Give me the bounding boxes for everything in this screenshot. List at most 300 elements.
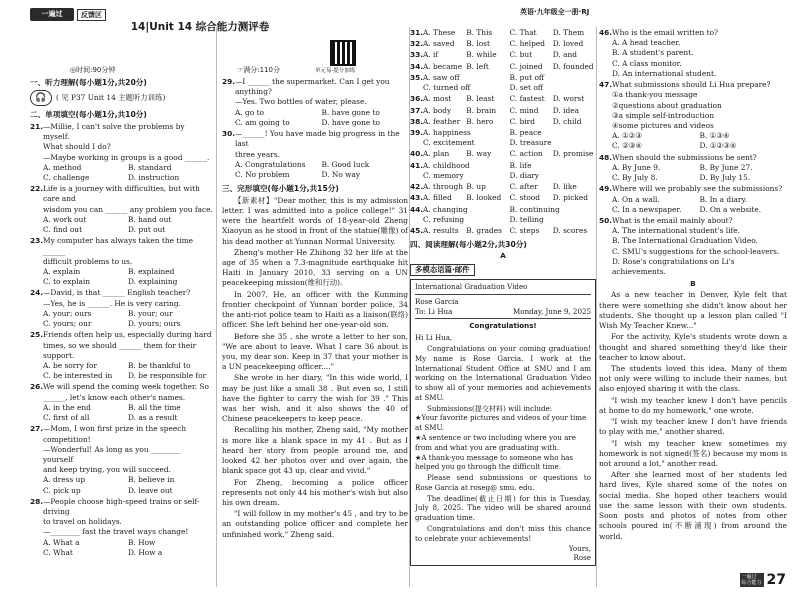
cloze-option-c[interactable]: C. helped: [509, 39, 545, 49]
cloze-number: 39.: [410, 127, 424, 137]
cloze-option-a[interactable]: A. saved: [423, 39, 455, 49]
option-b[interactable]: B. How: [128, 537, 156, 547]
email-date: Monday, June 9, 2025: [513, 306, 591, 316]
cloze-option-c[interactable]: C. joined: [509, 61, 543, 71]
cloze-option-a[interactable]: A. if: [423, 50, 439, 60]
section-single-choice-heading: 二、单项填空(每小题1分,共10分): [30, 110, 147, 120]
question-22: [30, 184, 213, 215]
footer-label-1: 一遍过: [741, 574, 757, 581]
option-b[interactable]: B. hand out: [128, 214, 172, 224]
cloze-37: [410, 106, 596, 116]
reading-option-c[interactable]: C. By July 8.: [612, 173, 658, 183]
email-line: ★A thank-you message to someone who has helped you go through the difficult time.: [415, 452, 574, 472]
email-line: The deadline(截止日期) for this is Tuesday, July 8, 2025. The video will be shared around graduation time.: [415, 493, 591, 523]
cloze-passage: [222, 196, 408, 540]
question-number: 22.: [30, 184, 44, 194]
cloze-number: 41.: [410, 160, 424, 170]
reading-option-b[interactable]: B. The International Graduation Video.: [612, 236, 758, 246]
reading-sub-item: ③a simple self-introduction: [612, 110, 715, 120]
question-line: —Mom, I won first prize in the speech: [43, 424, 187, 434]
email-box: [410, 279, 596, 566]
email-line: Please send submissions or questions to Rose Garcia at roseg@ smu. edu.: [415, 473, 591, 492]
email-meta: [415, 307, 591, 317]
cloze-option-b[interactable]: B. continuing: [509, 204, 560, 214]
page-title: 14|Unit 14 综合能力测评卷: [130, 21, 270, 33]
page-footer: [740, 571, 787, 590]
reading-question-47: [599, 80, 787, 90]
question-line: What should I do?: [43, 142, 111, 152]
email-to: To: Li Hua: [415, 306, 453, 316]
option-b[interactable]: B. believe in: [128, 475, 175, 485]
cloze-number: 45.: [410, 225, 424, 235]
column-2: [222, 76, 408, 540]
reading-option-d[interactable]: D. By July 15.: [699, 173, 751, 183]
cloze-38: [410, 117, 596, 127]
single-choice-list-1: [30, 122, 213, 558]
option-b[interactable]: B. standard: [128, 162, 172, 172]
cloze-option-c[interactable]: C. bird: [509, 116, 535, 126]
option-d[interactable]: D. explaining: [128, 277, 178, 287]
email-line: ★Your favorite pictures and videos of your time at SMU.: [415, 413, 587, 433]
question-line: —People choose high-speed trains or self-driving: [43, 496, 200, 517]
options-row: [30, 277, 213, 287]
question-number: 28.: [30, 496, 44, 506]
passage-a-label: A: [500, 250, 506, 260]
question-number: 26.: [30, 382, 44, 392]
options-row: [30, 403, 213, 413]
question-number: 27.: [30, 424, 44, 434]
question-line: competition!: [43, 434, 91, 444]
cloze-paragraph: In 2007, He, an officer with the Kunming frontier checkpoint of Yunnan border police, 34 the anti-riot police team to Haiti as a liaison(联络) officer. She left behind her one-year-old son.: [222, 289, 409, 330]
option-c[interactable]: C. pick up: [43, 485, 81, 495]
question-28: [30, 497, 213, 538]
cloze-option-d[interactable]: D. treasure: [509, 138, 552, 148]
headphones-icon: 🎧: [30, 90, 52, 106]
question-line: —David, is that ______ English teacher?: [43, 288, 191, 298]
email-congrats: Congratulations!: [469, 321, 537, 331]
options-row: [599, 173, 787, 183]
cloze-option-a[interactable]: A. body: [423, 105, 452, 115]
option-d[interactable]: D. as a result: [128, 413, 178, 423]
cloze-option-a[interactable]: A. became: [423, 61, 463, 71]
reading-option-b[interactable]: B. In a diary.: [699, 194, 747, 204]
cloze-option-b[interactable]: B. put off: [509, 72, 545, 82]
passage-b-paragraph: "I wish my teacher knew sometimes my homework is not signed(签名) because my mom is not around a lot," another read.: [599, 438, 787, 468]
listening-note-text: ( 见 P37 Unit 14 主题听力训练): [56, 93, 166, 103]
reading-number: 50.: [599, 215, 613, 225]
cloze-option-a[interactable]: A. results: [423, 225, 459, 235]
question-line: three years.: [235, 149, 280, 159]
options-row: [30, 215, 213, 225]
reading-question-text: Who is the email written to?: [612, 28, 719, 37]
reading-sub-item: ②questions about graduation: [612, 100, 722, 110]
question-23: [30, 236, 213, 267]
cloze-option-c[interactable]: C. stood: [509, 193, 540, 203]
cloze-paragraph: She wrote in her diary, "In this wide world, I may be just like a small 38 . But even so, I still have the fighter to carry the wish for 39 ." This was her wish, and it also shows the 40 of Chinese peacekeepers to keep peace.: [222, 373, 408, 424]
email-greeting: Hi Li Hua,: [415, 333, 453, 343]
email-sign-2: Rose: [573, 553, 591, 563]
question-line: —Wonderful! As long as you ________ yourself: [43, 444, 181, 464]
question-27: [30, 424, 213, 475]
reading-option-d[interactable]: D. An international student.: [612, 68, 717, 78]
cloze-option-a[interactable]: A. happiness: [423, 127, 471, 137]
option-c[interactable]: C. yours; our: [43, 319, 92, 329]
cloze-35: [410, 73, 596, 93]
question-line: difficult problems to us.: [43, 256, 133, 266]
feedback-tag: 反馈区: [77, 9, 106, 21]
cloze-44: [410, 205, 596, 225]
option-d[interactable]: D. No way: [321, 169, 361, 179]
cloze-number: 31.: [410, 28, 424, 37]
question-29: [222, 77, 408, 108]
cloze-option-a[interactable]: A. changing: [423, 204, 468, 214]
email-body: [415, 344, 591, 544]
reading-number: 46.: [599, 28, 613, 37]
options-row: [30, 371, 213, 381]
reading-option-a[interactable]: A. A head teacher.: [612, 38, 681, 48]
passage-b-paragraph: "I wish my teacher knew I don't have friends to play with me," another shared.: [599, 417, 787, 437]
brand-logo: 一遍过: [30, 8, 74, 21]
reading-sub-item: ④some pictures and videos: [612, 120, 714, 130]
question-line: —Yes, he is ______. He is very caring.: [43, 298, 181, 308]
option-a[interactable]: A. in the end: [43, 402, 91, 412]
reading-option-b[interactable]: B. A student's parent.: [612, 48, 694, 58]
options-row: [30, 173, 213, 183]
option-a[interactable]: A. Congratulations: [235, 159, 306, 169]
cloze-number: 36.: [410, 94, 424, 104]
cloze-paragraph: Recalling his mother, Zheng said, "My mother is more like a blank space in my 41 . But as I heard her story from people around me, and looked 42 her photos over and over again, the blank space got 43 up, clear and vivid.": [222, 425, 408, 476]
options-row: [222, 108, 408, 118]
reading-question-46: [599, 28, 787, 38]
options-row: [599, 195, 787, 205]
reading-option-c[interactable]: C. SMU's suggestions for the school-leavers.: [612, 246, 780, 256]
email-from: Rose Garcia: [415, 296, 459, 306]
option-c[interactable]: C. to explain: [43, 277, 91, 287]
column-4: [599, 27, 787, 542]
question-line: —I ______ the supermarket. Can I get you: [235, 77, 390, 86]
cloze-option-c[interactable]: C. excitement: [423, 138, 475, 148]
cloze-39: [410, 128, 596, 148]
question-line: wisdom you can ______ any problem you face.: [43, 204, 213, 214]
cloze-option-b[interactable]: B. way: [466, 149, 492, 159]
cloze-option-c[interactable]: C. mind: [509, 105, 539, 115]
reading-number: 48.: [599, 152, 613, 162]
cloze-43: [410, 193, 596, 203]
question-line: ______, let's know each other's names.: [43, 392, 186, 402]
question-line: We will spend the coming week together. So: [43, 382, 209, 392]
cloze-number: 35.: [410, 72, 424, 82]
options-row: [599, 163, 787, 173]
reading-number: 47.: [599, 80, 613, 90]
cloze-option-b[interactable]: B. while: [466, 50, 497, 60]
question-25: [30, 330, 213, 361]
question-line: times, so we should ______ them for their: [43, 340, 197, 350]
reading-option-d[interactable]: D. On a website.: [699, 204, 762, 214]
option-b[interactable]: B. have gone to: [321, 107, 380, 117]
option-d[interactable]: D. How a: [128, 547, 163, 557]
option-a[interactable]: A. your; ours: [43, 308, 92, 318]
cloze-option-b[interactable]: B. lost: [466, 39, 490, 49]
cloze-option-c[interactable]: C. after: [509, 182, 538, 192]
options-row: [30, 319, 213, 329]
cloze-option-d[interactable]: D. picked: [552, 193, 588, 203]
option-d[interactable]: D. leave out: [128, 485, 173, 495]
options-row: [30, 475, 213, 485]
options-row: [30, 163, 213, 173]
options-row: [30, 538, 213, 548]
cloze-paragraph: Before she 35 , she wrote a letter to her son, "We are about to leave. What I care 36 about is you, my dear son. Keep in 37 that your mother is a UN peacekeeping officer....": [222, 331, 408, 372]
reading-option-c[interactable]: C. In a newspaper.: [612, 204, 682, 214]
option-c[interactable]: C. be interested in: [43, 371, 113, 381]
option-c[interactable]: C. am going to: [235, 117, 290, 127]
cloze-option-a[interactable]: A. childhood: [423, 160, 470, 170]
cloze-option-c[interactable]: C. turned off: [423, 83, 471, 93]
passage-b-paragraph: After she learned most of her students led hard lives, Kyle shared some of the notes on social media. She hoped other teachers would use the same lesson with their own students. Soon posts and photos of notes from other schools poured in(不断涌现) from around the world.: [599, 470, 787, 541]
options-row: [222, 170, 408, 180]
footer-label-2: 综合能力: [741, 580, 762, 587]
options-row: [222, 160, 408, 170]
column-1: [30, 74, 213, 558]
email-subject: International Graduation Video: [415, 282, 528, 292]
question-line: —Yes. Two bottles of water, please.: [235, 97, 367, 107]
cloze-41: [410, 161, 596, 181]
cloze-45: [410, 226, 596, 236]
question-line: Friends often help us, especially during hard: [43, 330, 212, 340]
cloze-option-c[interactable]: C. fastest: [509, 94, 545, 104]
passage-b-paragraph: The students loved this idea. Many of them not only were willing to include their names, but also enjoyed sharing it with the class.: [599, 364, 787, 394]
reading-question-48: [599, 153, 787, 163]
option-a[interactable]: A. What a: [43, 537, 80, 547]
cloze-option-d[interactable]: D. Them: [552, 28, 585, 37]
option-c[interactable]: C. challenge: [43, 173, 90, 183]
question-26: [30, 382, 213, 402]
footer-label: [740, 573, 764, 587]
question-24: [30, 288, 213, 308]
options-row: [30, 267, 213, 277]
options-row: [30, 413, 213, 423]
reading-option-a[interactable]: A. ①②③: [612, 131, 642, 141]
cloze-33: [410, 50, 596, 60]
option-a[interactable]: A. work out: [43, 214, 87, 224]
options-row: [30, 309, 213, 319]
question-line: support.: [43, 350, 75, 360]
grade-label: 英语·九年级全一册·RJ: [520, 8, 590, 16]
cloze-option-d[interactable]: D. loved: [552, 39, 584, 49]
option-b[interactable]: B. explained: [128, 267, 175, 276]
option-a[interactable]: A. go to: [235, 107, 264, 117]
reading-option-b[interactable]: B. By June 27.: [699, 162, 753, 172]
cloze-option-c[interactable]: C. action: [509, 149, 543, 159]
section-cloze-heading: 三、完形填空(每小题1分,共15分): [222, 184, 339, 194]
email-line: Congratulations and don't miss this chance to celebrate your achievements!: [415, 524, 591, 543]
multimodal-tag: 多模态语篇·邮件: [410, 264, 475, 276]
question-number: 29.: [222, 77, 236, 86]
cloze-number: 44.: [410, 204, 424, 214]
option-d[interactable]: D. be responsible for: [128, 371, 207, 381]
cloze-32: [410, 39, 596, 49]
question-number: 25.: [30, 330, 44, 340]
reading-option-b[interactable]: B. ①③④: [699, 131, 730, 141]
option-a[interactable]: A. dress up: [43, 475, 86, 485]
listening-note: [30, 90, 213, 106]
option-a[interactable]: A. method: [43, 162, 82, 172]
option-b[interactable]: B. all the time: [128, 402, 181, 412]
question-line: —______! You have made big progress in the last: [235, 129, 400, 149]
reading-sub-item: ①a thank-you message: [612, 90, 698, 100]
option-b[interactable]: B. Good luck: [321, 159, 370, 169]
cloze-option-c[interactable]: C. That: [509, 28, 537, 37]
cloze-number: 40.: [410, 149, 424, 159]
cloze-option-b[interactable]: B. up: [466, 182, 486, 192]
cloze-option-a[interactable]: A. through: [423, 182, 463, 192]
option-a[interactable]: A. be sorry for: [43, 360, 98, 370]
option-a[interactable]: A. explain: [43, 267, 81, 276]
cloze-option-d[interactable]: D. promise: [552, 149, 594, 159]
reading-question-text: What is the email mainly about?: [612, 215, 733, 225]
cloze-number: 34.: [410, 61, 424, 71]
email-line: ★A sentence or two including where you are from and what you are graduating with.: [415, 433, 576, 452]
single-choice-list-2: [222, 77, 408, 180]
reading-option-d[interactable]: D. ①②③④: [699, 141, 737, 151]
reading-option-c[interactable]: C. ②③④: [612, 141, 642, 151]
cloze-option-a[interactable]: A. plan: [423, 149, 450, 159]
option-d[interactable]: D. instruction: [128, 173, 180, 183]
cloze-number: 37.: [410, 105, 424, 115]
passage-b: [599, 290, 787, 541]
cloze-option-d[interactable]: D. and: [552, 50, 578, 60]
option-d[interactable]: D. yours; ours: [128, 319, 181, 329]
reading-question-49: [599, 184, 787, 194]
cloze-option-c[interactable]: C. but: [509, 50, 533, 60]
question-line: anything?: [235, 87, 272, 97]
question-line: My computer has always taken the time ______: [43, 236, 194, 256]
cloze-paragraph: For Zheng, becoming a police officer represents not only 44 his mother's wish but also his own dream.: [222, 477, 408, 507]
cloze-option-c[interactable]: C. refusing: [423, 214, 465, 224]
cloze-option-a[interactable]: A. filled: [423, 193, 452, 203]
cloze-option-b[interactable]: B. hero: [466, 116, 494, 126]
cloze-36: [410, 94, 596, 104]
passage-b-paragraph: For the activity, Kyle's students wrote down a thought and shared something they'd like their teacher to know about.: [599, 332, 787, 362]
question-number: 23.: [30, 236, 44, 246]
email-sign-1: Yours,: [568, 543, 591, 553]
options-row: [599, 131, 787, 141]
section-listening-heading: 一、听力理解(每小题1分,共20分): [30, 78, 147, 87]
option-d[interactable]: D. put out: [128, 225, 166, 235]
options-row: [599, 141, 787, 151]
options-row: [222, 118, 408, 128]
email-line: Congratulations on your coming graduation! My name is Rose Garcia. I work at the International Student Office at SMU and I am working on the International Graduation Video to show all of your memories and achievements at SMU.: [415, 343, 591, 402]
cloze-option-a[interactable]: A. saw off: [423, 72, 460, 82]
cloze-option-a[interactable]: A. feather: [423, 116, 461, 126]
cloze-option-a[interactable]: A. most: [423, 94, 452, 104]
cloze-option-c[interactable]: C. memory: [423, 170, 464, 180]
cloze-options: [410, 28, 596, 236]
cloze-option-d[interactable]: D. set off: [509, 83, 544, 93]
question-line: —Maybe working in groups is a good ______.: [43, 152, 210, 162]
question-number: 24.: [30, 288, 44, 298]
cloze-option-b[interactable]: B. brain: [466, 105, 497, 115]
reading-option-a[interactable]: A. The international student's life.: [612, 226, 740, 236]
cloze-option-d[interactable]: D. like: [552, 182, 577, 192]
reading-number: 49.: [599, 184, 613, 194]
cloze-option-d[interactable]: D. founded: [552, 61, 594, 71]
question-number: 21.: [30, 121, 44, 131]
cloze-option-d[interactable]: D. telling: [509, 214, 544, 224]
email-line: Submissions(提交材料) will include:: [427, 403, 553, 413]
cloze-option-b[interactable]: B. left: [466, 61, 489, 71]
score-label: ☞满分:110分: [237, 66, 280, 74]
cloze-option-d[interactable]: D. scores: [552, 225, 588, 235]
section-reading-heading: 四、阅读理解(每小题2分,共30分): [410, 240, 527, 250]
cloze-number: 43.: [410, 193, 424, 203]
options-row: [30, 225, 213, 235]
cloze-option-d[interactable]: D. diary: [509, 170, 540, 180]
cloze-paragraph: 【新素材】"Dear mother, this is my admission letter. I was admitted into a police college!" 31 were the heartfelt words of 18-year-old Zheng Xiaoyun as he stood in front of the statue(雕像) of his dead mother at Yunnan Normal University.: [222, 195, 408, 246]
cloze-31: [410, 28, 596, 38]
option-c[interactable]: C. No problem: [235, 169, 290, 179]
question-number: 30.: [222, 129, 236, 139]
question-line: Life is a journey with difficulties, but with care and: [43, 184, 200, 204]
options-row: [30, 486, 213, 496]
option-c[interactable]: C. What: [43, 547, 73, 557]
reading-question-text: When should the submissions be sent?: [612, 152, 757, 162]
cloze-option-a[interactable]: A. These: [423, 28, 456, 37]
cloze-option-b[interactable]: B. grades: [466, 225, 502, 235]
cloze-number: 32.: [410, 39, 424, 49]
cloze-number: 33.: [410, 50, 424, 60]
cloze-42: [410, 182, 596, 192]
question-line: and keep trying, you will succeed.: [43, 465, 171, 475]
options-row: [30, 361, 213, 371]
qr-code-icon[interactable]: [330, 40, 356, 66]
reading-question-50: [599, 216, 787, 226]
option-c[interactable]: C. first of all: [43, 413, 90, 423]
cloze-number: 38.: [410, 116, 424, 126]
cloze-option-b[interactable]: B. least: [466, 94, 495, 104]
cloze-option-d[interactable]: D. idea: [552, 105, 579, 115]
cloze-option-d[interactable]: D. child: [552, 116, 582, 126]
options-row: [30, 548, 213, 558]
time-label: ◎时间:90分钟: [70, 66, 116, 74]
question-30: [222, 129, 408, 160]
reading-option-a[interactable]: A. By June 9.: [612, 162, 661, 172]
option-b[interactable]: B. your; our: [128, 308, 173, 318]
reading-option-c[interactable]: C. A class monitor.: [612, 58, 682, 68]
cloze-number: 42.: [410, 182, 424, 192]
page-number: 27: [766, 571, 786, 588]
reading-option-a[interactable]: A. On a wall.: [612, 194, 660, 204]
cloze-option-b[interactable]: B. peace: [509, 127, 542, 137]
passage-b-label: B: [690, 279, 696, 289]
cloze-34: [410, 62, 596, 72]
cloze-option-d[interactable]: D. worst: [552, 94, 585, 104]
option-b[interactable]: B. be thankful to: [128, 360, 191, 370]
reading-question-text: What submissions should Li Hua prepare?: [612, 80, 771, 90]
cloze-option-c[interactable]: C. steps: [509, 225, 540, 235]
cloze-option-b[interactable]: B. This: [466, 28, 493, 37]
option-d[interactable]: D. have gone to: [321, 117, 381, 127]
options-row: [599, 205, 787, 215]
question-21: [30, 122, 213, 163]
passage-b-paragraph: As a new teacher in Denver, Kyle felt that there were something she didn't know about her students. She thought up a lesson plan called "I Wish My Teacher Knew...": [599, 290, 787, 331]
question-line: —Millie, I can't solve the problems by myself.: [43, 121, 185, 142]
cloze-paragraph: Zheng's mother He Zhihong 32 her life at the age of 35 when a 7.3-magnitude earthquake hit Haiti in January 2010, 33 serving on a UN peacekeeping mission(维和行动).: [222, 247, 408, 288]
option-c[interactable]: C. find out: [43, 225, 83, 235]
cloze-paragraph: "I will follow in my mother's 45 , and try to be an outstanding police officer and complete her unfinished work," Zheng said.: [222, 509, 408, 539]
cloze-option-b[interactable]: B. looked: [466, 193, 502, 203]
reading-option-d[interactable]: D. Rose's congratulations on Li's achievements.: [612, 256, 735, 277]
cloze-option-b[interactable]: B. life: [509, 160, 532, 170]
